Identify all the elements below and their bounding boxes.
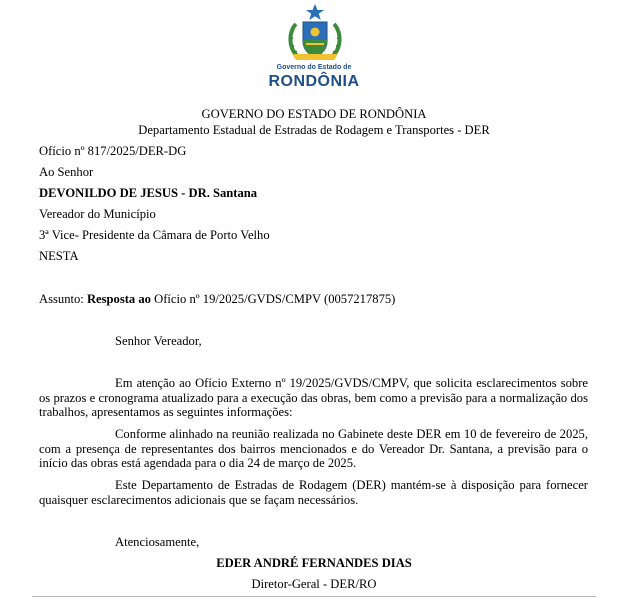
letter-reference: Ofício nº 817/2025/DER-DG [39, 144, 187, 158]
paragraph-3: Este Departamento de Estradas de Rodagem (DER) mantém-se à disposição para fornecer quaisquer esclarecimentos adicionais que se façam necessários. [39, 478, 588, 507]
paragraph-2: Conforme alinhado na reunião realizada no Gabinete deste DER em 10 de fevereiro de 2025, com a presença de representantes dos bairros mencionados e do Vereador Dr. Santana, a previsão para o início das obras está agendada para o dia 24 de março de 2025. [39, 427, 588, 470]
closing: Atenciosamente, [115, 535, 200, 549]
logo-caption-small: Governo do Estado de [276, 64, 352, 71]
salutation-to: Ao Senhor [39, 165, 94, 179]
recipient-location: NESTA [39, 249, 79, 263]
subject-label: Assunto: [39, 292, 84, 306]
header-department: Departamento Estadual de Estradas de Rodagem e Transportes - DER [138, 123, 490, 137]
recipient-name: DEVONILDO DE JESUS - DR. Santana [39, 186, 258, 200]
recipient-role: Vereador do Município [39, 207, 156, 221]
page-divider [32, 596, 596, 597]
greeting: Senhor Vereador, [115, 334, 202, 348]
signer-title: Diretor-Geral - DER/RO [251, 577, 377, 591]
subject-bold: Resposta ao [86, 292, 151, 306]
subject-line [39, 292, 395, 307]
paragraph-1: Em atenção ao Ofício Externo nº 19/2025/GVDS/CMPV, que solicita esclarecimentos sobre os prazos e cronograma atualizado para a execução das obras, bem como a previsão para a normalização dos trabalhos, apresentamos as seguintes informações: [39, 376, 588, 419]
recipient-position: 3ª Vice- Presidente da Câmara de Porto Velho [39, 228, 270, 242]
subject-reference: Ofício nº 19/2025/GVDS/CMPV (0057217875) [154, 292, 396, 306]
logo-caption-state: RONDÔNIA [268, 73, 360, 90]
signer-name: EDER ANDRÉ FERNANDES DIAS [216, 556, 412, 570]
header-government: GOVERNO DO ESTADO DE RONDÔNIA [201, 107, 427, 121]
